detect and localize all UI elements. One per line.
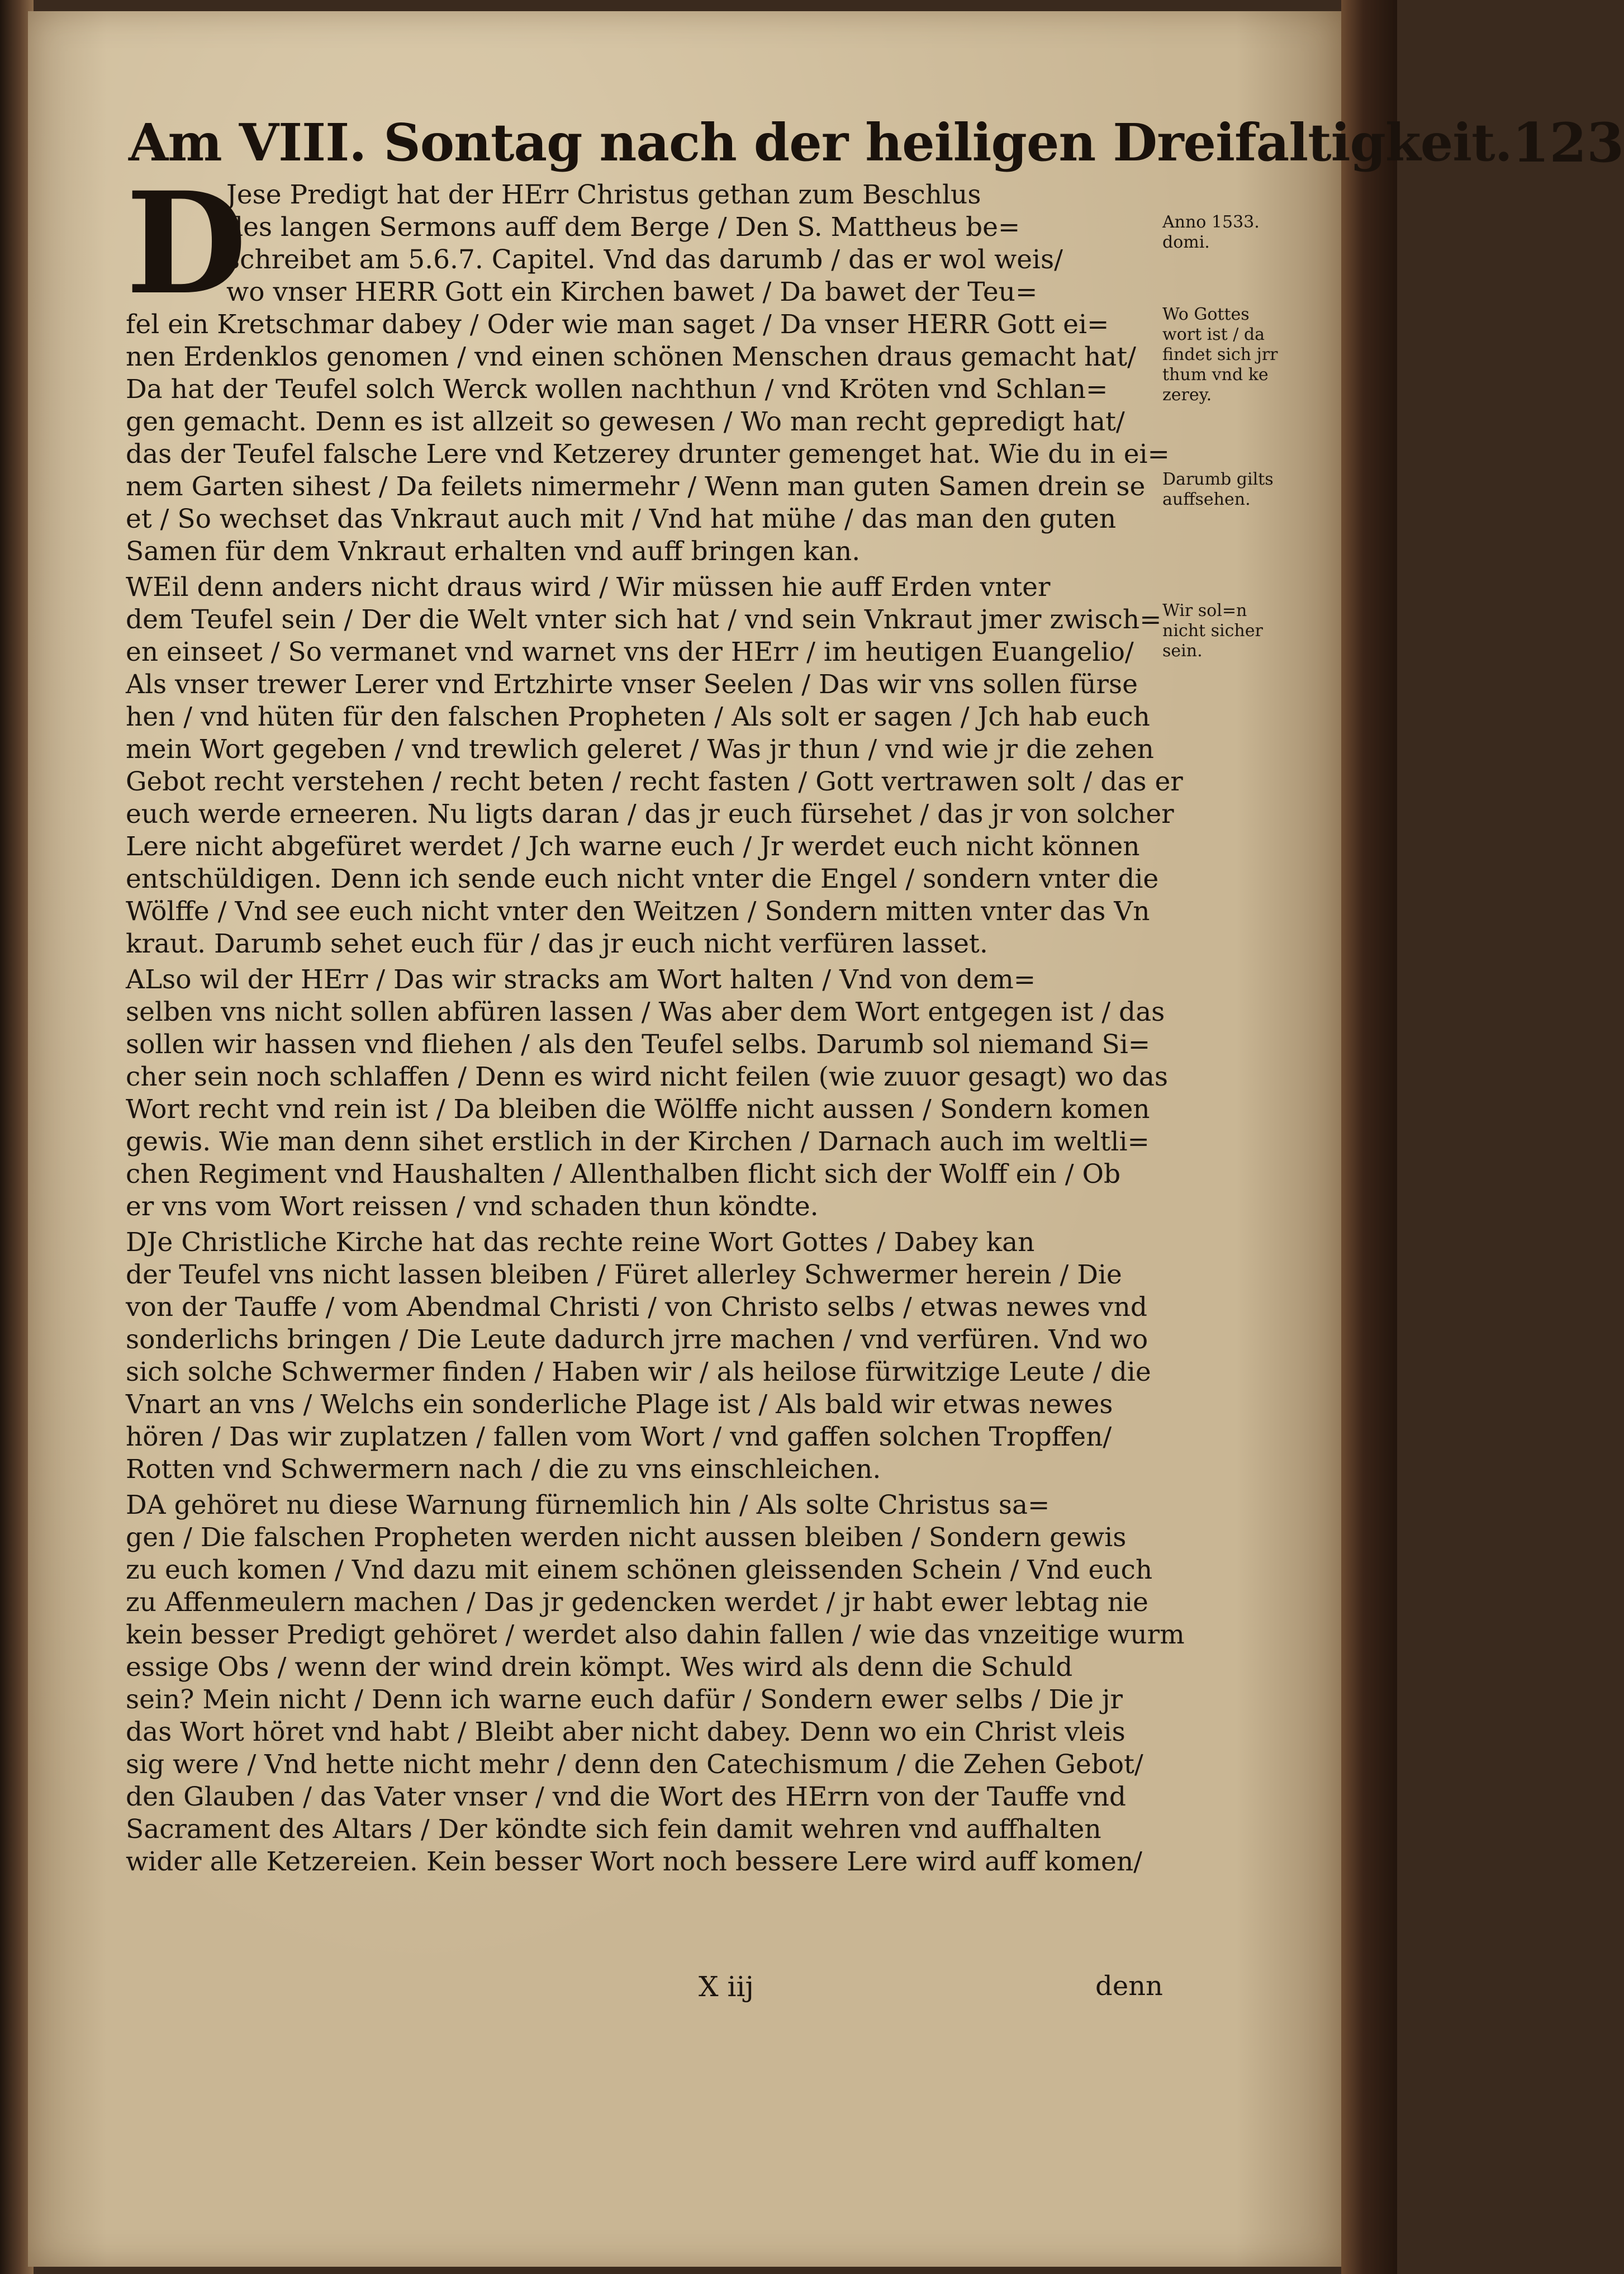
margin-note-line: auffsehen. — [1162, 490, 1251, 509]
paragraph-1 — [126, 161, 1170, 568]
margin-note-line: Anno 1533. — [1162, 212, 1260, 232]
text-line: hören / Das wir zuplatzen / fallen vom Wort / vnd gaffen solchen Tropffen/ — [126, 1422, 1112, 1452]
text-line: wo vnser HERR Gott ein Kirchen bawet / Da bawet der Teu= — [226, 277, 1038, 307]
text-line: den Glauben / das Vater vnser / vnd die Wort des HErrn von der Tauffe vnd — [126, 1782, 1126, 1812]
text-line: Lere nicht abgefüret werdet / Jch warne euch / Jr werdet euch nicht können — [126, 831, 1140, 862]
text-line: Samen für dem Vnkraut erhalten vnd auff bringen kan. — [126, 536, 861, 567]
text-line: ALso wil der HErr / Das wir stracks am Wort halten / Vnd von dem= — [126, 964, 1036, 995]
margin-note-line: Wo Gottes — [1162, 305, 1250, 324]
text-line: das Wort höret vnd habt / Bleibt aber nicht dabey. Denn wo ein Christ vleis — [126, 1717, 1126, 1747]
margin-note-line: domi. — [1162, 233, 1210, 252]
text-line: Als vnser trewer Lerer vnd Ertzhirte vnser Seelen / Das wir vns sollen fürse — [126, 669, 1138, 700]
text-line: sein? Mein nicht / Denn ich warne euch dafür / Sondern ewer selbs / Die jr — [126, 1684, 1123, 1715]
paragraph-5 — [126, 1489, 1185, 1878]
text-line: wider alle Ketzereien. Kein besser Wort noch bessere Lere wird auff komen/ — [126, 1846, 1142, 1877]
text-line: et / So wechset das Vnkraut auch mit / Vnd hat mühe / das man den guten — [126, 504, 1117, 534]
catchword: denn — [1095, 1970, 1163, 2002]
text-line: zu euch komen / Vnd dazu mit einem schönen gleissenden Schein / Vnd euch — [126, 1555, 1153, 1585]
margin-note-line: Wir sol=n — [1162, 601, 1247, 620]
paragraph-4 — [126, 1226, 1160, 1486]
margin-note-line: findet sich jrr — [1162, 345, 1278, 364]
text-line: schreibet am 5.6.7. Capitel. Vnd das darumb / das er wol weis/ — [226, 244, 1063, 275]
text-line: der Teufel vns nicht lassen bleiben / Füret allerley Schwermer herein / Die — [126, 1259, 1122, 1290]
text-line: Wort recht vnd rein ist / Da bleiben die Wölffe nicht aussen / Sondern komen — [126, 1094, 1150, 1125]
margin-note-line: wort ist / da — [1162, 325, 1265, 344]
book-page — [28, 11, 1624, 2267]
margin-note-sicher — [1162, 601, 1280, 661]
text-line: nen Erdenklos genomen / vnd einen schönen Menschen draus gemacht hat/ — [126, 342, 1137, 372]
margin-note-line: Darumb gilts — [1162, 470, 1274, 489]
margin-note-auffsehen — [1162, 470, 1280, 510]
text-line: gewis. Wie man denn sihet erstlich in der Kirchen / Darnach auch im weltli= — [126, 1126, 1150, 1157]
text-line: chen Regiment vnd Haushalten / Allenthalben flicht sich der Wolff ein / Ob — [126, 1159, 1121, 1190]
margin-note-line: nicht sicher — [1162, 621, 1263, 641]
text-line: essige Obs / wenn der wind drein kömpt. Wes wird als denn die Schuld — [126, 1652, 1073, 1683]
text-line: selben vns nicht sollen abfüren lassen / Was aber dem Wort entgegen ist / das — [126, 997, 1165, 1027]
text-line: WEil denn anders nicht draus wird / Wir müssen hie auff Erden vnter — [126, 572, 1051, 603]
text-line: das der Teufel falsche Lere vnd Ketzerey drunter gemenget hat. Wie du in ei= — [126, 439, 1170, 470]
margin-note-line: thum vnd ke — [1162, 365, 1269, 385]
page-number: 123 — [1512, 111, 1624, 174]
text-line: sonderlichs bringen / Die Leute dadurch jrre machen / vnd verfüren. Vnd wo — [126, 1324, 1148, 1355]
text-line: DJe Christliche Kirche hat das rechte reine Wort Gottes / Dabey kan — [126, 1227, 1035, 1258]
text-line: sollen wir hassen vnd fliehen / als den Teufel selbs. Darumb sol niemand Si= — [126, 1029, 1151, 1060]
text-line: Sacrament des Altars / Der köndte sich fein damit wehren vnd auffhalten — [126, 1814, 1101, 1845]
paragraph-2 — [126, 571, 1183, 960]
text-line: von der Tauffe / vom Abendmal Christi / von Christo selbs / etwas newes vnd — [126, 1292, 1147, 1323]
text-line: Gebot recht verstehen / recht beten / recht fasten / Gott vertrawen solt / das er — [126, 766, 1183, 797]
text-line: hen / vnd hüten für den falschen Propheten / Als solt er sagen / Jch hab euch — [126, 702, 1150, 732]
main-text — [126, 161, 1185, 1882]
text-line: DA gehöret nu diese Warnung fürnemlich hin / Als solte Christus sa= — [126, 1490, 1050, 1520]
text-line: Da hat der Teufel solch Werck wollen nachthun / vnd Kröten vnd Schlan= — [126, 374, 1108, 405]
text-line: sich solche Schwermer finden / Haben wir / als heilose fürwitzige Leute / die — [126, 1357, 1151, 1387]
margin-note-line: sein. — [1162, 641, 1203, 661]
text-line: des langen Sermons auff dem Berge / Den S. Mattheus be= — [226, 212, 1020, 243]
margin-note-line: zerey. — [1162, 385, 1212, 405]
text-line: cher sein noch schlaffen / Denn es wird nicht feilen (wie zuuor gesagt) wo das — [126, 1062, 1169, 1092]
running-head — [129, 106, 1624, 179]
text-line: entschüldigen. Denn ich sende euch nicht vnter die Engel / sondern vnter die — [126, 864, 1159, 894]
text-line: en einseet / So vermanet vnd warnet vns der HErr / im heutigen Euangelio/ — [126, 637, 1134, 667]
text-line: fel ein Kretschmar dabey / Oder wie man saget / Da vnser HERR Gott ei= — [126, 309, 1109, 340]
text-line: kein besser Predigt gehöret / werdet also dahin fallen / wie das vnzeitige wurm — [126, 1619, 1185, 1650]
drop-cap-initial: D — [126, 161, 247, 325]
text-line: gen gemacht. Denn es ist allzeit so gewesen / Wo man recht gepredigt hat/ — [126, 406, 1125, 437]
text-line: zu Affenmeulern machen / Das jr gedencken werdet / jr habt ewer lebtag nie — [126, 1587, 1148, 1618]
text-line: Vnart an vns / Welchs ein sonderliche Plage ist / Als bald wir etwas newes — [126, 1389, 1113, 1420]
page-title: Am VIII. Sontag nach der heiligen Dreifaltigkeit. — [129, 112, 1512, 173]
text-line: kraut. Darumb sehet euch für / das jr euch nicht verfüren lasset. — [126, 928, 988, 959]
signature-mark: X iij — [699, 1970, 754, 2003]
book-spine-right — [1341, 0, 1397, 2274]
text-line: Jese Predigt hat der HErr Christus gethan zum Beschlus — [226, 179, 981, 210]
text-line: euch werde erneeren. Nu ligts daran / das jr euch fürsehet / das jr von solcher — [126, 799, 1174, 830]
text-line: gen / Die falschen Propheten werden nicht aussen bleiben / Sondern gewis — [126, 1522, 1127, 1553]
text-line: dem Teufel sein / Der die Welt vnter sich hat / vnd sein Vnkraut jmer zwisch= — [126, 604, 1162, 635]
text-line: Rotten vnd Schwermern nach / die zu vns einschleichen. — [126, 1454, 881, 1485]
text-line: nem Garten sihest / Da feilets nimermehr / Wenn man guten Samen drein se — [126, 471, 1146, 502]
paragraph-3 — [126, 964, 1169, 1223]
margin-note-gottes-wort — [1162, 305, 1280, 405]
text-line: er vns vom Wort reissen / vnd schaden thun köndte. — [126, 1191, 819, 1222]
text-line: mein Wort gegeben / vnd trewlich geleret / Was jr thun / vnd wie jr die zehen — [126, 734, 1154, 765]
text-line: sig were / Vnd hette nicht mehr / denn den Catechismum / die Zehen Gebot/ — [126, 1749, 1143, 1780]
margin-note-date — [1162, 212, 1280, 253]
text-line: Wölffe / Vnd see euch nicht vnter den Weitzen / Sondern mitten vnter das Vn — [126, 896, 1150, 927]
